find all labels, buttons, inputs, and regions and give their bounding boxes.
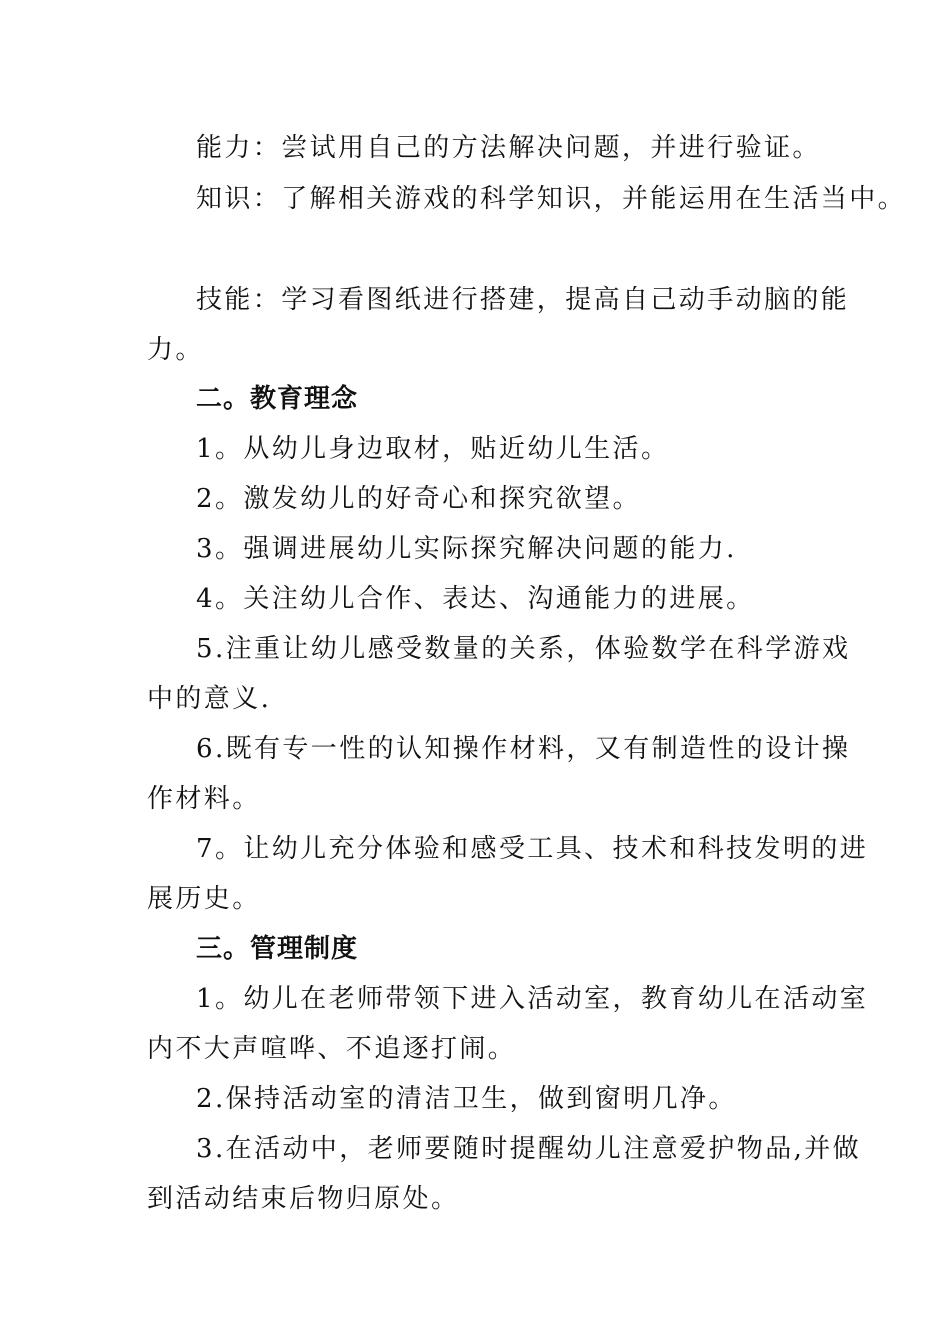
section2-item7-line1: 7。让幼儿充分体验和感受工具、技术和科技发明的进 [196, 834, 869, 864]
section3-heading: 三。管理制度 [196, 934, 359, 964]
section2-item3: 3。强调进展幼儿实际探究解决问题的能力. [196, 534, 737, 564]
goal-knowledge: 知识：了解相关游戏的科学知识，并能运用在生活当中。 [196, 184, 907, 214]
section2-item5-line2: 中的意义. [147, 684, 272, 714]
section3-item2: 2.保持活动室的清洁卫生，做到窗明几净。 [196, 1084, 737, 1114]
section2-item6-line2: 作材料。 [147, 784, 261, 814]
section2-item2: 2。激发幼儿的好奇心和探究欲望。 [196, 484, 641, 514]
section2-item1: 1。从幼儿身边取材，贴近幼儿生活。 [196, 434, 670, 464]
section3-item1-line1: 1。幼儿在老师带领下进入活动室，教育幼儿在活动室 [196, 984, 869, 1014]
section3-item1-line2: 内不大声喧哗、不追逐打闹。 [147, 1034, 517, 1064]
goal-ability: 能力：尝试用自己的方法解决问题，并进行验证。 [196, 133, 821, 163]
section2-item6-line1: 6.既有专一性的认知操作材料，又有制造性的设计操 [196, 734, 851, 764]
goal-skill-line1: 技能：学习看图纸进行搭建，提高自己动手动脑的能 [196, 285, 850, 315]
section3-item3-line2: 到活动结束后物归原处。 [147, 1184, 460, 1214]
section2-item5-line1: 5.注重让幼儿感受数量的关系，体验数学在科学游戏 [196, 634, 851, 664]
section2-item4: 4。关注幼儿合作、表达、沟通能力的进展。 [196, 584, 755, 614]
section2-heading: 二。教育理念 [196, 384, 359, 414]
section2-item7-line2: 展历史。 [147, 884, 261, 914]
section3-item3-line1: 3.在活动中，老师要随时提醒幼儿注意爱护物品,并做 [196, 1134, 862, 1164]
goal-skill-line2: 力。 [147, 335, 204, 365]
